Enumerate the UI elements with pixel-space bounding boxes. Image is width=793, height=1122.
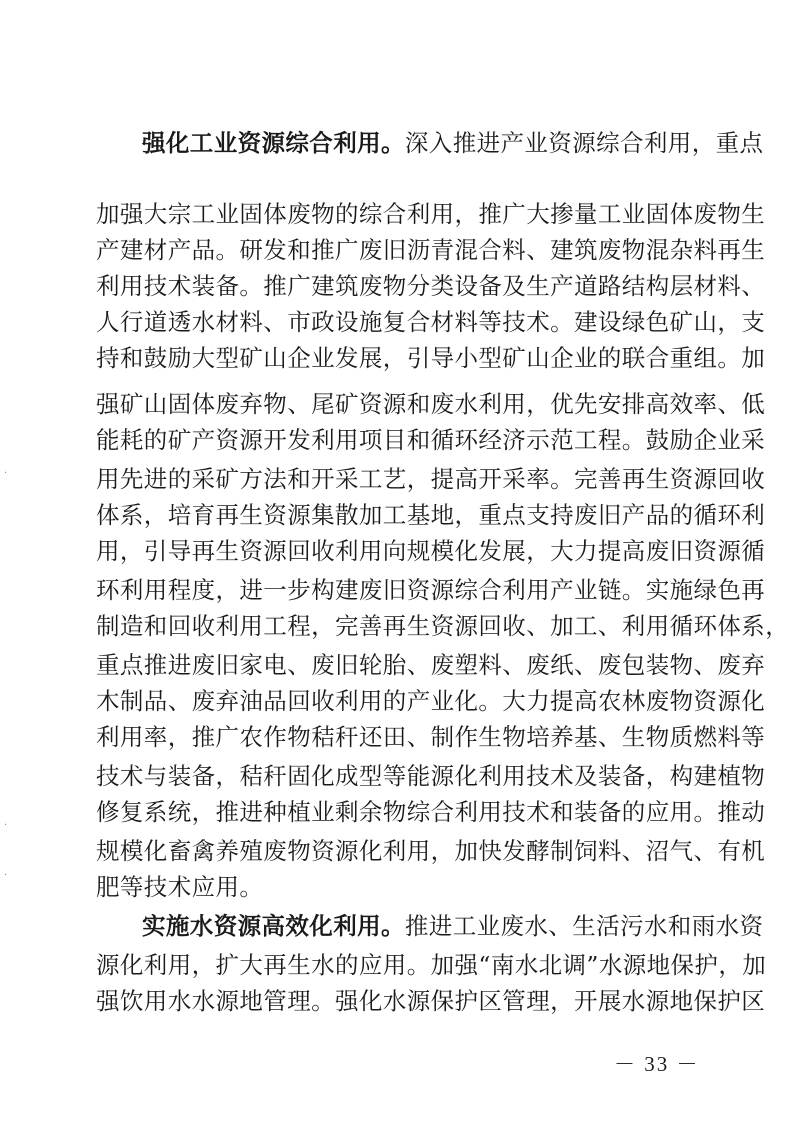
paragraph-1-line-18: 修复系统，推进种植业剩余物综合利用技术和装备的应用。推动: [96, 798, 766, 826]
paragraph-1-line-7: 强矿山固体废弃物、尾矿资源和废水利用，优先安排高效率、低: [96, 390, 766, 418]
paragraph-1-line-15: 木制品、废弃油品回收利用的产业化。大力提高农林废物资源化: [96, 687, 766, 715]
paragraph-1-line-12: 环利用程度，进一步构建废旧资源综合利用产业链。实施绿色再: [96, 576, 766, 604]
paragraph-1-line-1: [142, 128, 764, 158]
paragraph-2-heading: 实施水资源高效化利用。: [142, 912, 405, 940]
paragraph-1-line-20: 肥等技术应用。: [96, 873, 264, 901]
paragraph-1-line-11: 用，引导再生资源回收利用向规模化发展，大力提高废旧资源循: [96, 537, 766, 565]
paragraph-1-line-6: 持和鼓励大型矿山企业发展，引导小型矿山企业的联合重组。加: [96, 344, 766, 372]
paragraph-1-line-9: 用先进的采矿方法和开采工艺，提高开采率。完善再生资源回收: [96, 465, 766, 493]
paragraph-1-line-2: 加强大宗工业固体废物的综合利用，推广大掺量工业固体废物生: [96, 200, 766, 228]
paragraph-1-text: 深入推进产业资源综合利用，重点: [404, 129, 764, 157]
paragraph-2-line-2: 源化利用，扩大再生水的应用。加强“南水北调”水源地保护，加: [96, 951, 767, 979]
page-number: － 33 －: [614, 1052, 700, 1076]
paragraph-1-line-8: 能耗的矿产资源开发利用项目和循环经济示范工程。鼓励企业采: [96, 426, 766, 454]
paragraph-1-line-19: 规模化畜禽养殖废物资源化利用，加快发酵制饲料、沼气、有机: [96, 837, 766, 865]
paragraph-2-line-1: [142, 911, 764, 941]
scan-mark: ·: [4, 870, 8, 881]
paragraph-1-line-17: 技术与装备，秸秆固化成型等能源化利用技术及装备，构建植物: [96, 762, 766, 790]
paragraph-1-line-14: 重点推进废旧家电、废旧轮胎、废塑料、废纸、废包装物、废弃: [96, 651, 766, 679]
paragraph-2-line-3: 强饮用水水源地管理。强化水源保护区管理，开展水源地保护区: [96, 987, 766, 1015]
paragraph-1-line-16: 利用率，推广农作物秸秆还田、制作生物培养基、生物质燃料等: [96, 723, 766, 751]
paragraph-1-line-3: 产建材产品。研发和推广废旧沥青混合料、建筑废物混杂料再生: [96, 236, 766, 264]
scan-mark: ·: [4, 820, 8, 831]
paragraph-1-line-10: 体系，培育再生资源集散加工基地，重点支持废旧产品的循环利: [96, 501, 766, 529]
scan-mark: ·: [4, 468, 8, 479]
paragraph-1-line-4: 利用技术装备。推广建筑废物分类设备及生产道路结构层材料、: [96, 272, 766, 300]
paragraph-1-line-5: 人行道透水材料、市政设施复合材料等技术。建设绿色矿山，支: [96, 308, 766, 336]
paragraph-1-line-13: 制造和回收利用工程，完善再生资源回收、加工、利用循环体系，: [96, 612, 790, 640]
paragraph-2-text: 推进工业废水、生活污水和雨水资: [404, 912, 764, 940]
paragraph-1-heading: 强化工业资源综合利用。: [142, 129, 405, 157]
